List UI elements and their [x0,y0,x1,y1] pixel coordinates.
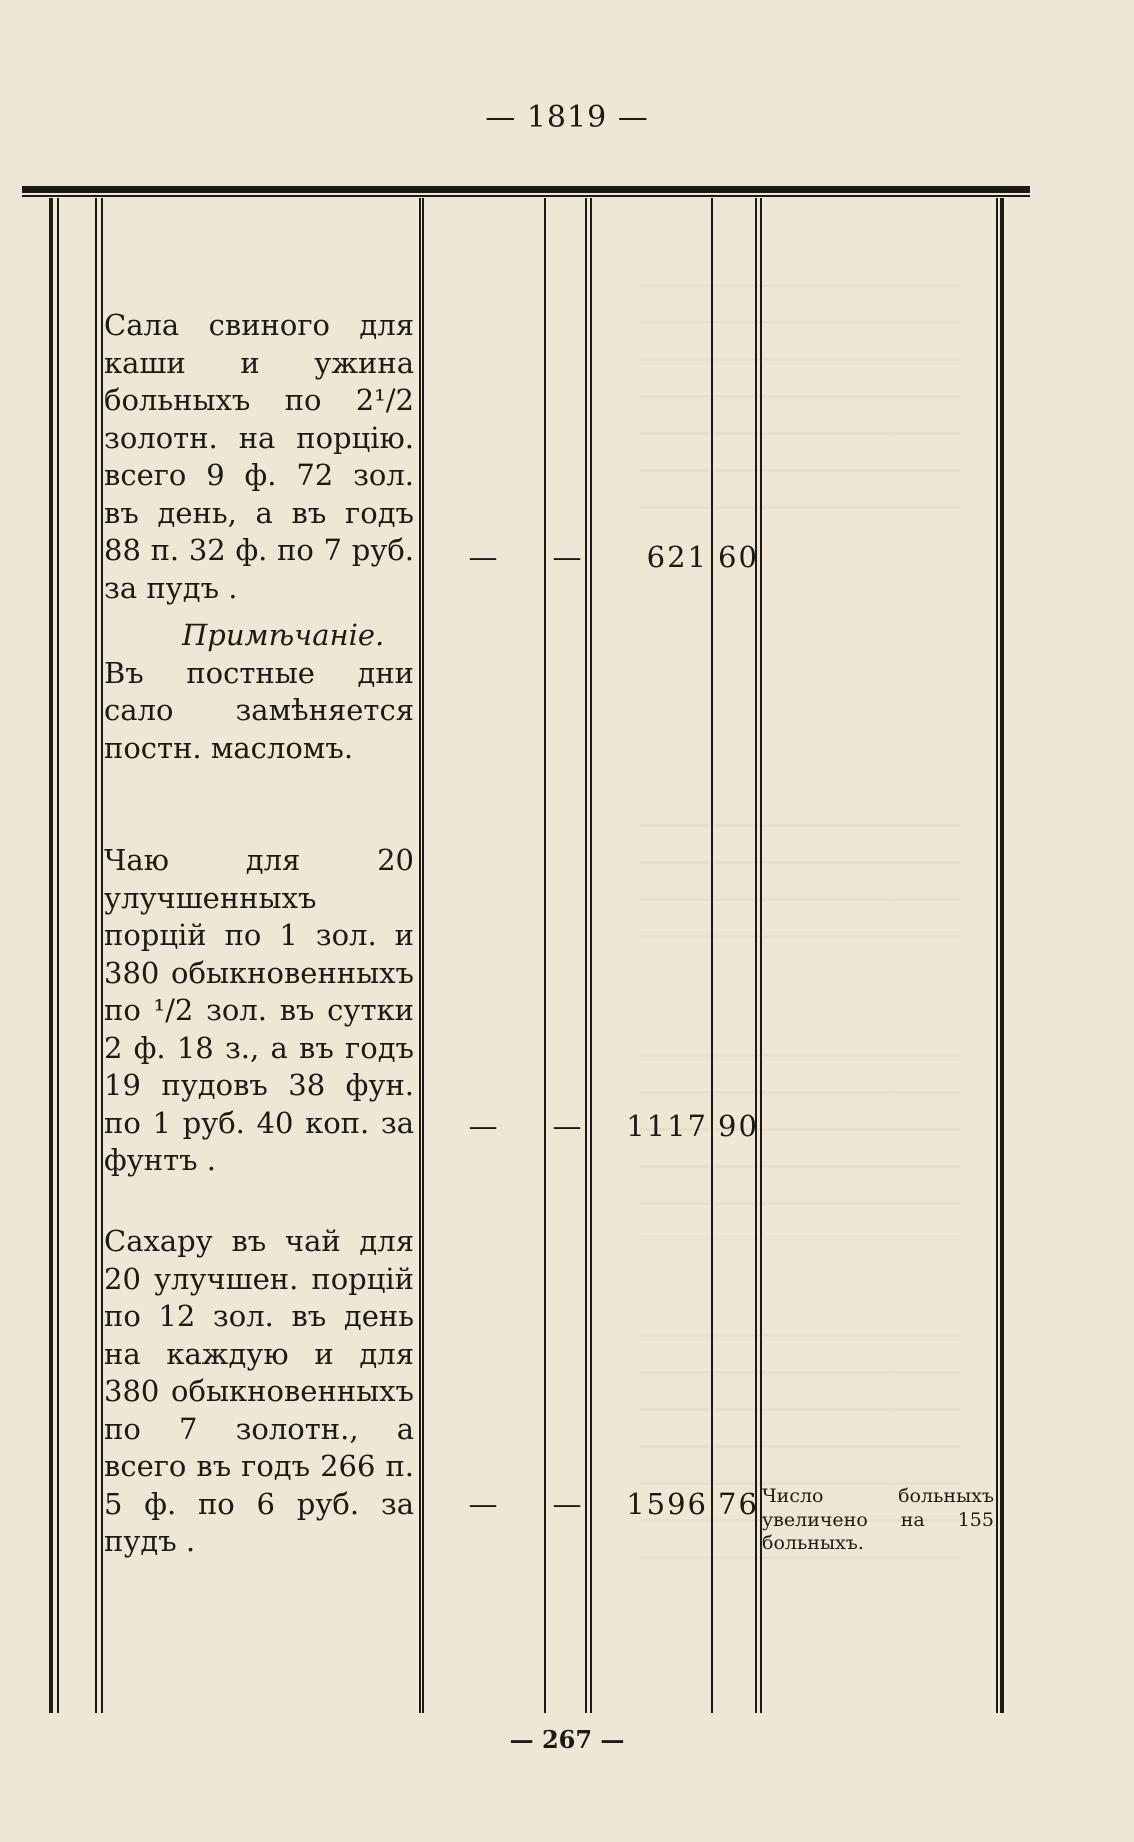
row-4-dash-2: — [552,1487,582,1521]
row-3-dash-2: — [552,1109,582,1143]
row-4-remark: Число больныхъ увеличено на 155 больныхъ. [762,1485,994,1554]
row-3-description: Чаю для 20 улучшенныхъ порцій по 1 зол. и 380 обыкновенныхъ по ¹/2 зол. въ сутки 2 ф. 18 з., а въ годъ 19 пудовъ 38 фун. по 1 руб. 40 коп. за фунтъ . [104,843,414,1177]
bleed-through [640,270,960,530]
page-header: — 1819 — [485,100,649,135]
column-rule [57,198,59,1713]
row-4-kopecks: 76 [718,1487,759,1521]
row-1-kopecks: 60 [718,540,759,574]
column-rule [49,198,53,1713]
column-rule [585,198,587,1713]
row-4-description: Сахару въ чай для 20 улучшен. порцій по 12 зол. въ день на каждую и для 380 обыкновенныхъ по 7 золотн., а всего въ годъ 266 п. 5 ф. по 6 руб. за пудъ . [104,1224,414,1558]
row-2-note [104,617,414,767]
column-rule [755,198,757,1713]
row-3-dash-1: — [468,1109,498,1143]
column-rule [590,198,592,1713]
note-label: Примѣчаніе. [182,618,385,652]
row-4-rubles: 1596 [626,1487,708,1521]
row-1-description: Сала свиного для каши и ужина больныхъ по 2¹/2 золотн. на порцію. всего 9 ф. 72 зол. въ день, а въ годъ 88 п. 32 ф. по 7 руб. за пудъ . [104,308,414,605]
bleed-through [640,810,960,960]
column-rule [544,198,546,1713]
column-rule [419,198,421,1713]
column-rule [422,198,424,1713]
column-rule [101,198,103,1713]
top-rule-thin [22,195,1030,197]
row-3-kopecks: 90 [718,1109,759,1143]
note-text: Въ постные дни сало замѣняется постн. масломъ. [104,655,414,765]
top-rule [22,186,1030,193]
row-1-rubles: 621 [646,540,708,574]
row-1-dash-2: — [552,540,582,574]
column-rule [1000,198,1004,1713]
row-1-dash-1: — [468,540,498,574]
column-rule [711,198,713,1713]
row-3-rubles: 1117 [626,1109,708,1143]
row-4-dash-1: — [468,1487,498,1521]
column-rule [95,198,97,1713]
column-rule [996,198,998,1713]
page-number: — 267 — [509,1725,625,1754]
